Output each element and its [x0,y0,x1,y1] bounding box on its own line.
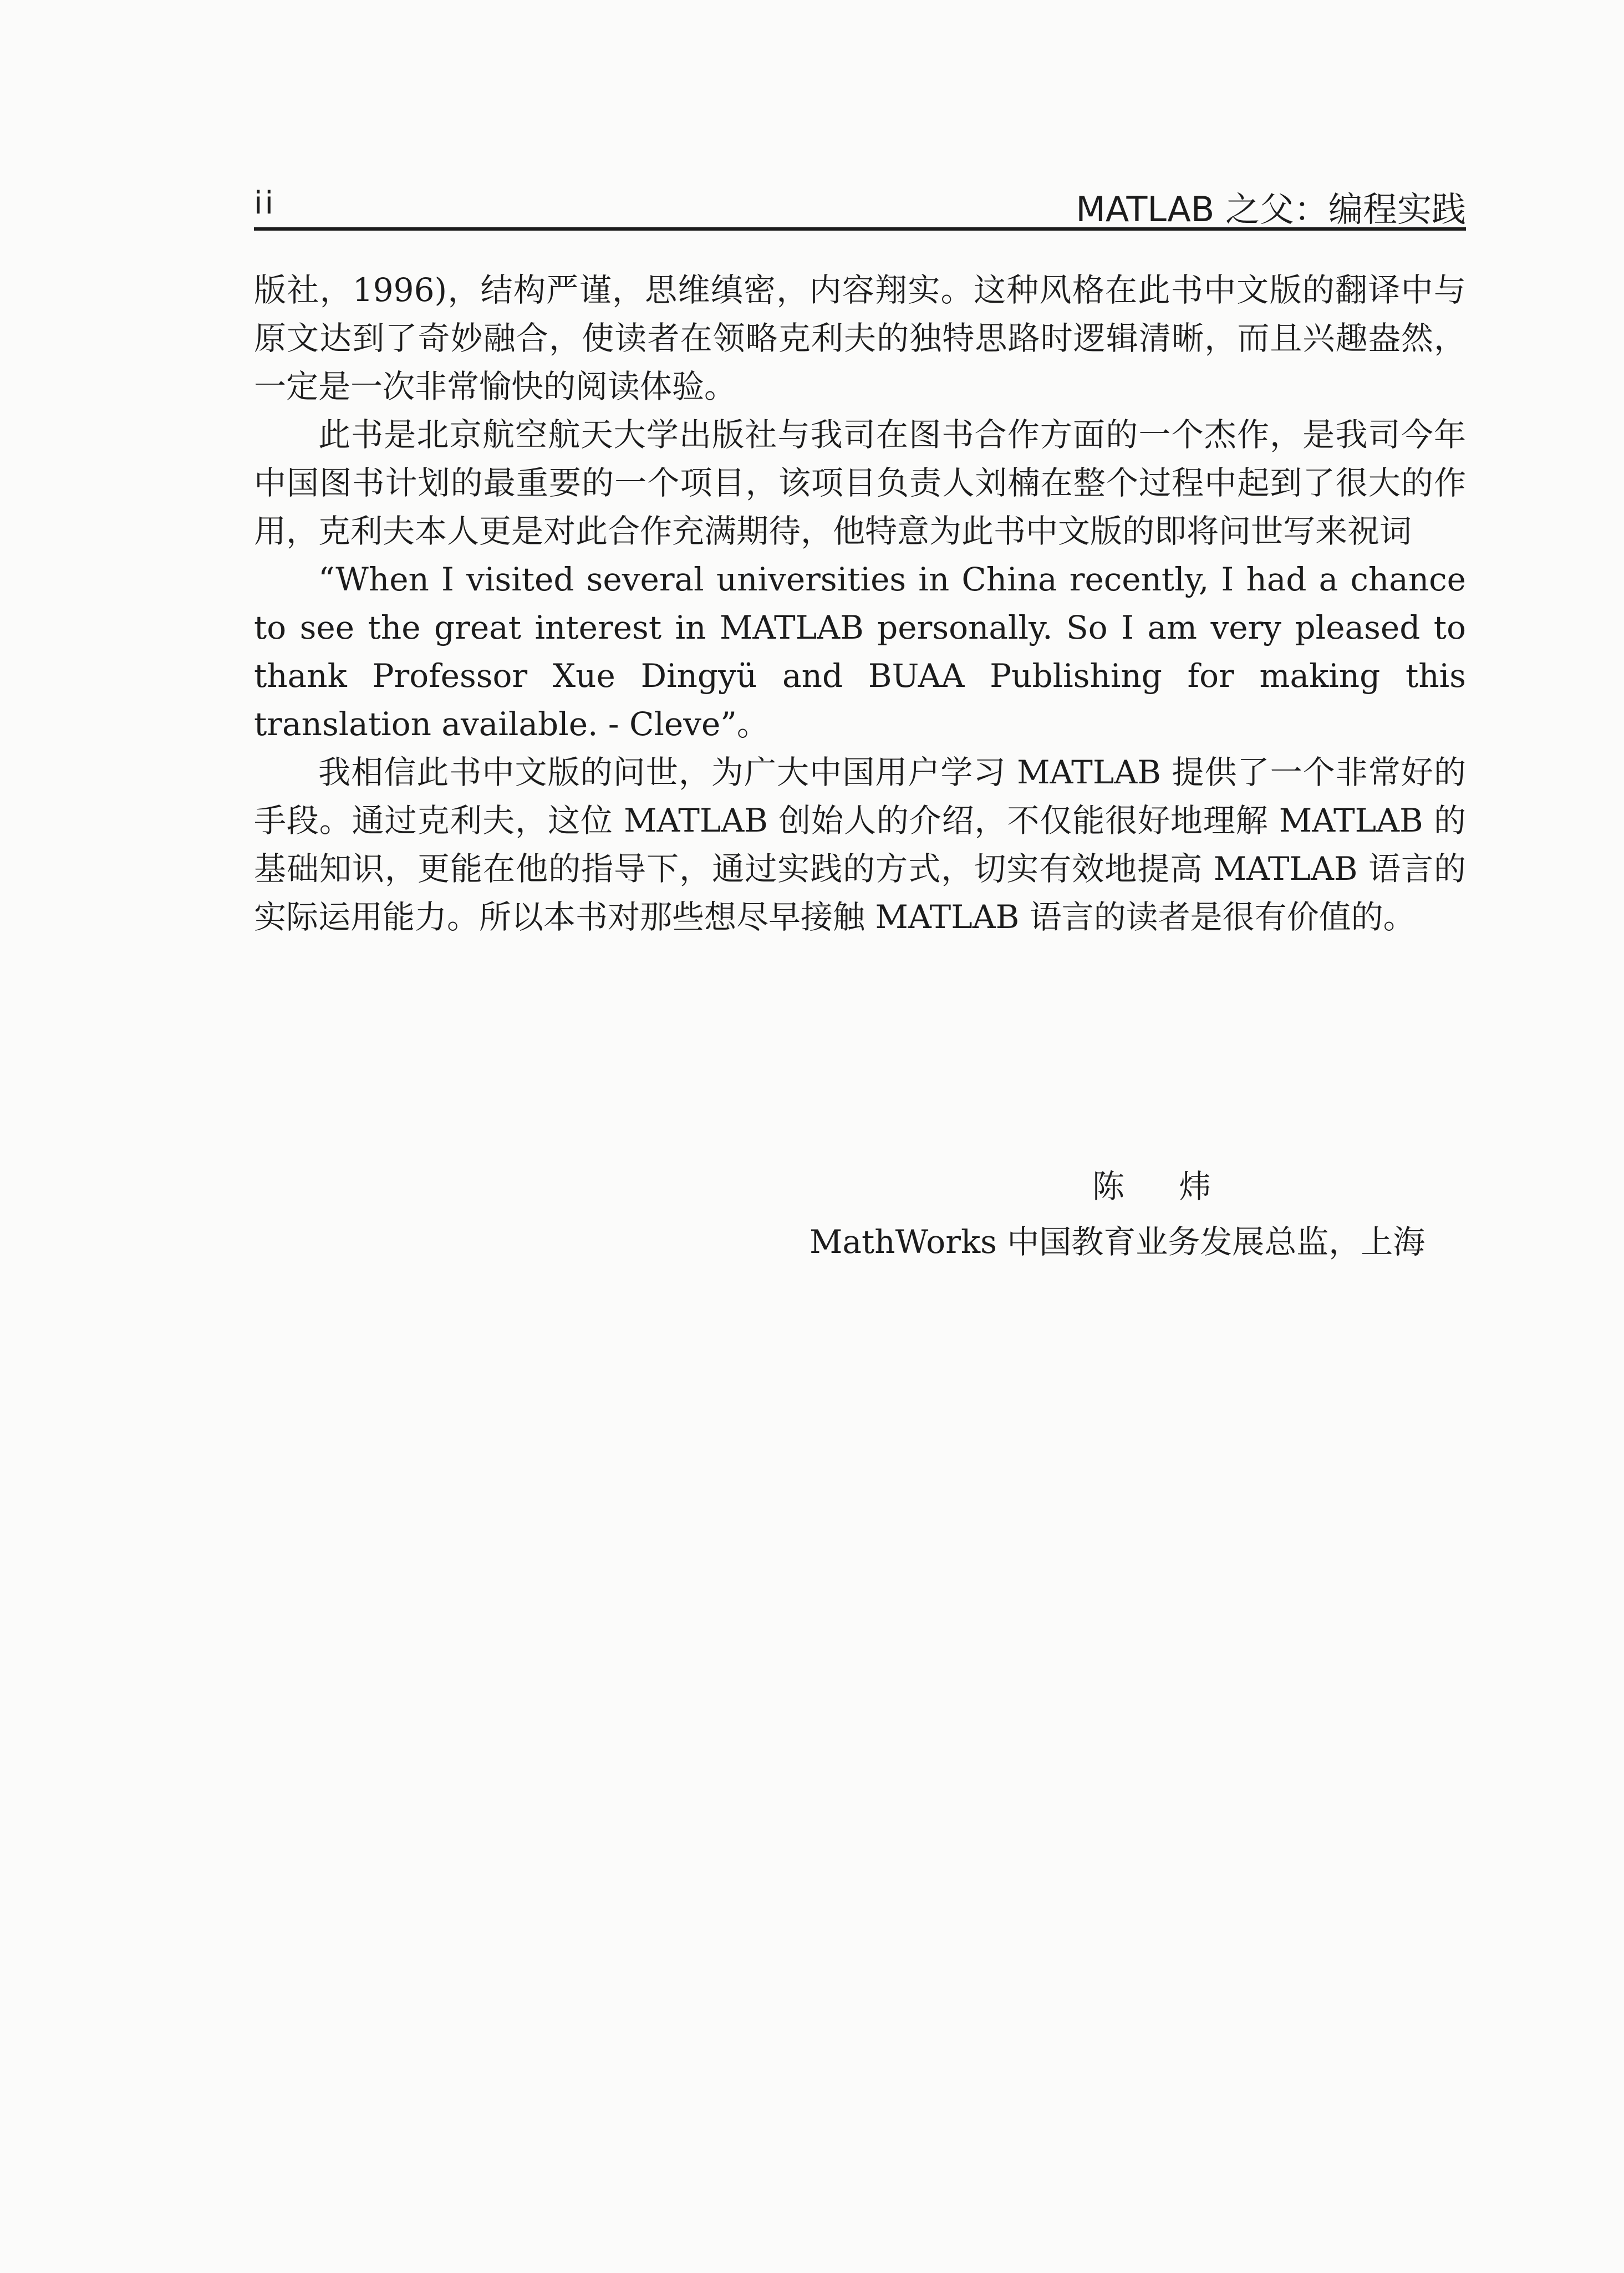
signature-block [810,1159,1464,1270]
signature-name: 陈 炜 [1092,1168,1234,1205]
paragraph-continuation: 版社，1996)，结构严谨，思维缜密，内容翔实。这种风格在此书中文版的翻译中与原文达到了奇妙融合，使读者在领略克利夫的独特思路时逻辑清晰，而且兴趣盎然，一定是一次非常愉快的阅读体验。 [254,271,1466,405]
paragraph-cleve-quote: “When I visited several universities in China recently, I had a chance to see the great interest in MATLAB personally. So I am very pleased to thank Professor Xue Dingyü and BUAA Publishing for making this translation available. - Cleve”。 [254,560,1466,743]
paragraph-conclusion: 我相信此书中文版的问世，为广大中国用户学习 MATLAB 提供了一个非常好的手段。通过克利夫，这位 MATLAB 创始人的介绍，不仅能很好地理解 MATLAB 的基础知识，更能在他的指导下，通过实践的方式，切实有效地提高 MATLAB 语言的实际运用能力。所以本书对那些想尽早接触 MATLAB 语言的读者是很有价值的。 [254,753,1466,936]
signature-title: MathWorks 中国教育业务发展总监，上海 [810,1223,1426,1261]
running-title: MATLAB 之父：编程实践 [1076,189,1466,230]
paragraph-collaboration: 此书是北京航空航天大学出版社与我司在图书合作方面的一个杰作，是我司今年中国图书计划的最重要的一个项目，该项目负责人刘楠在整个过程中起到了很大的作用，克利夫本人更是对此合作充满期待，他特意为此书中文版的即将问世写来祝词 [254,416,1466,550]
page-header [254,166,1466,231]
page-number: ii [254,185,276,221]
body-text [254,266,1466,941]
